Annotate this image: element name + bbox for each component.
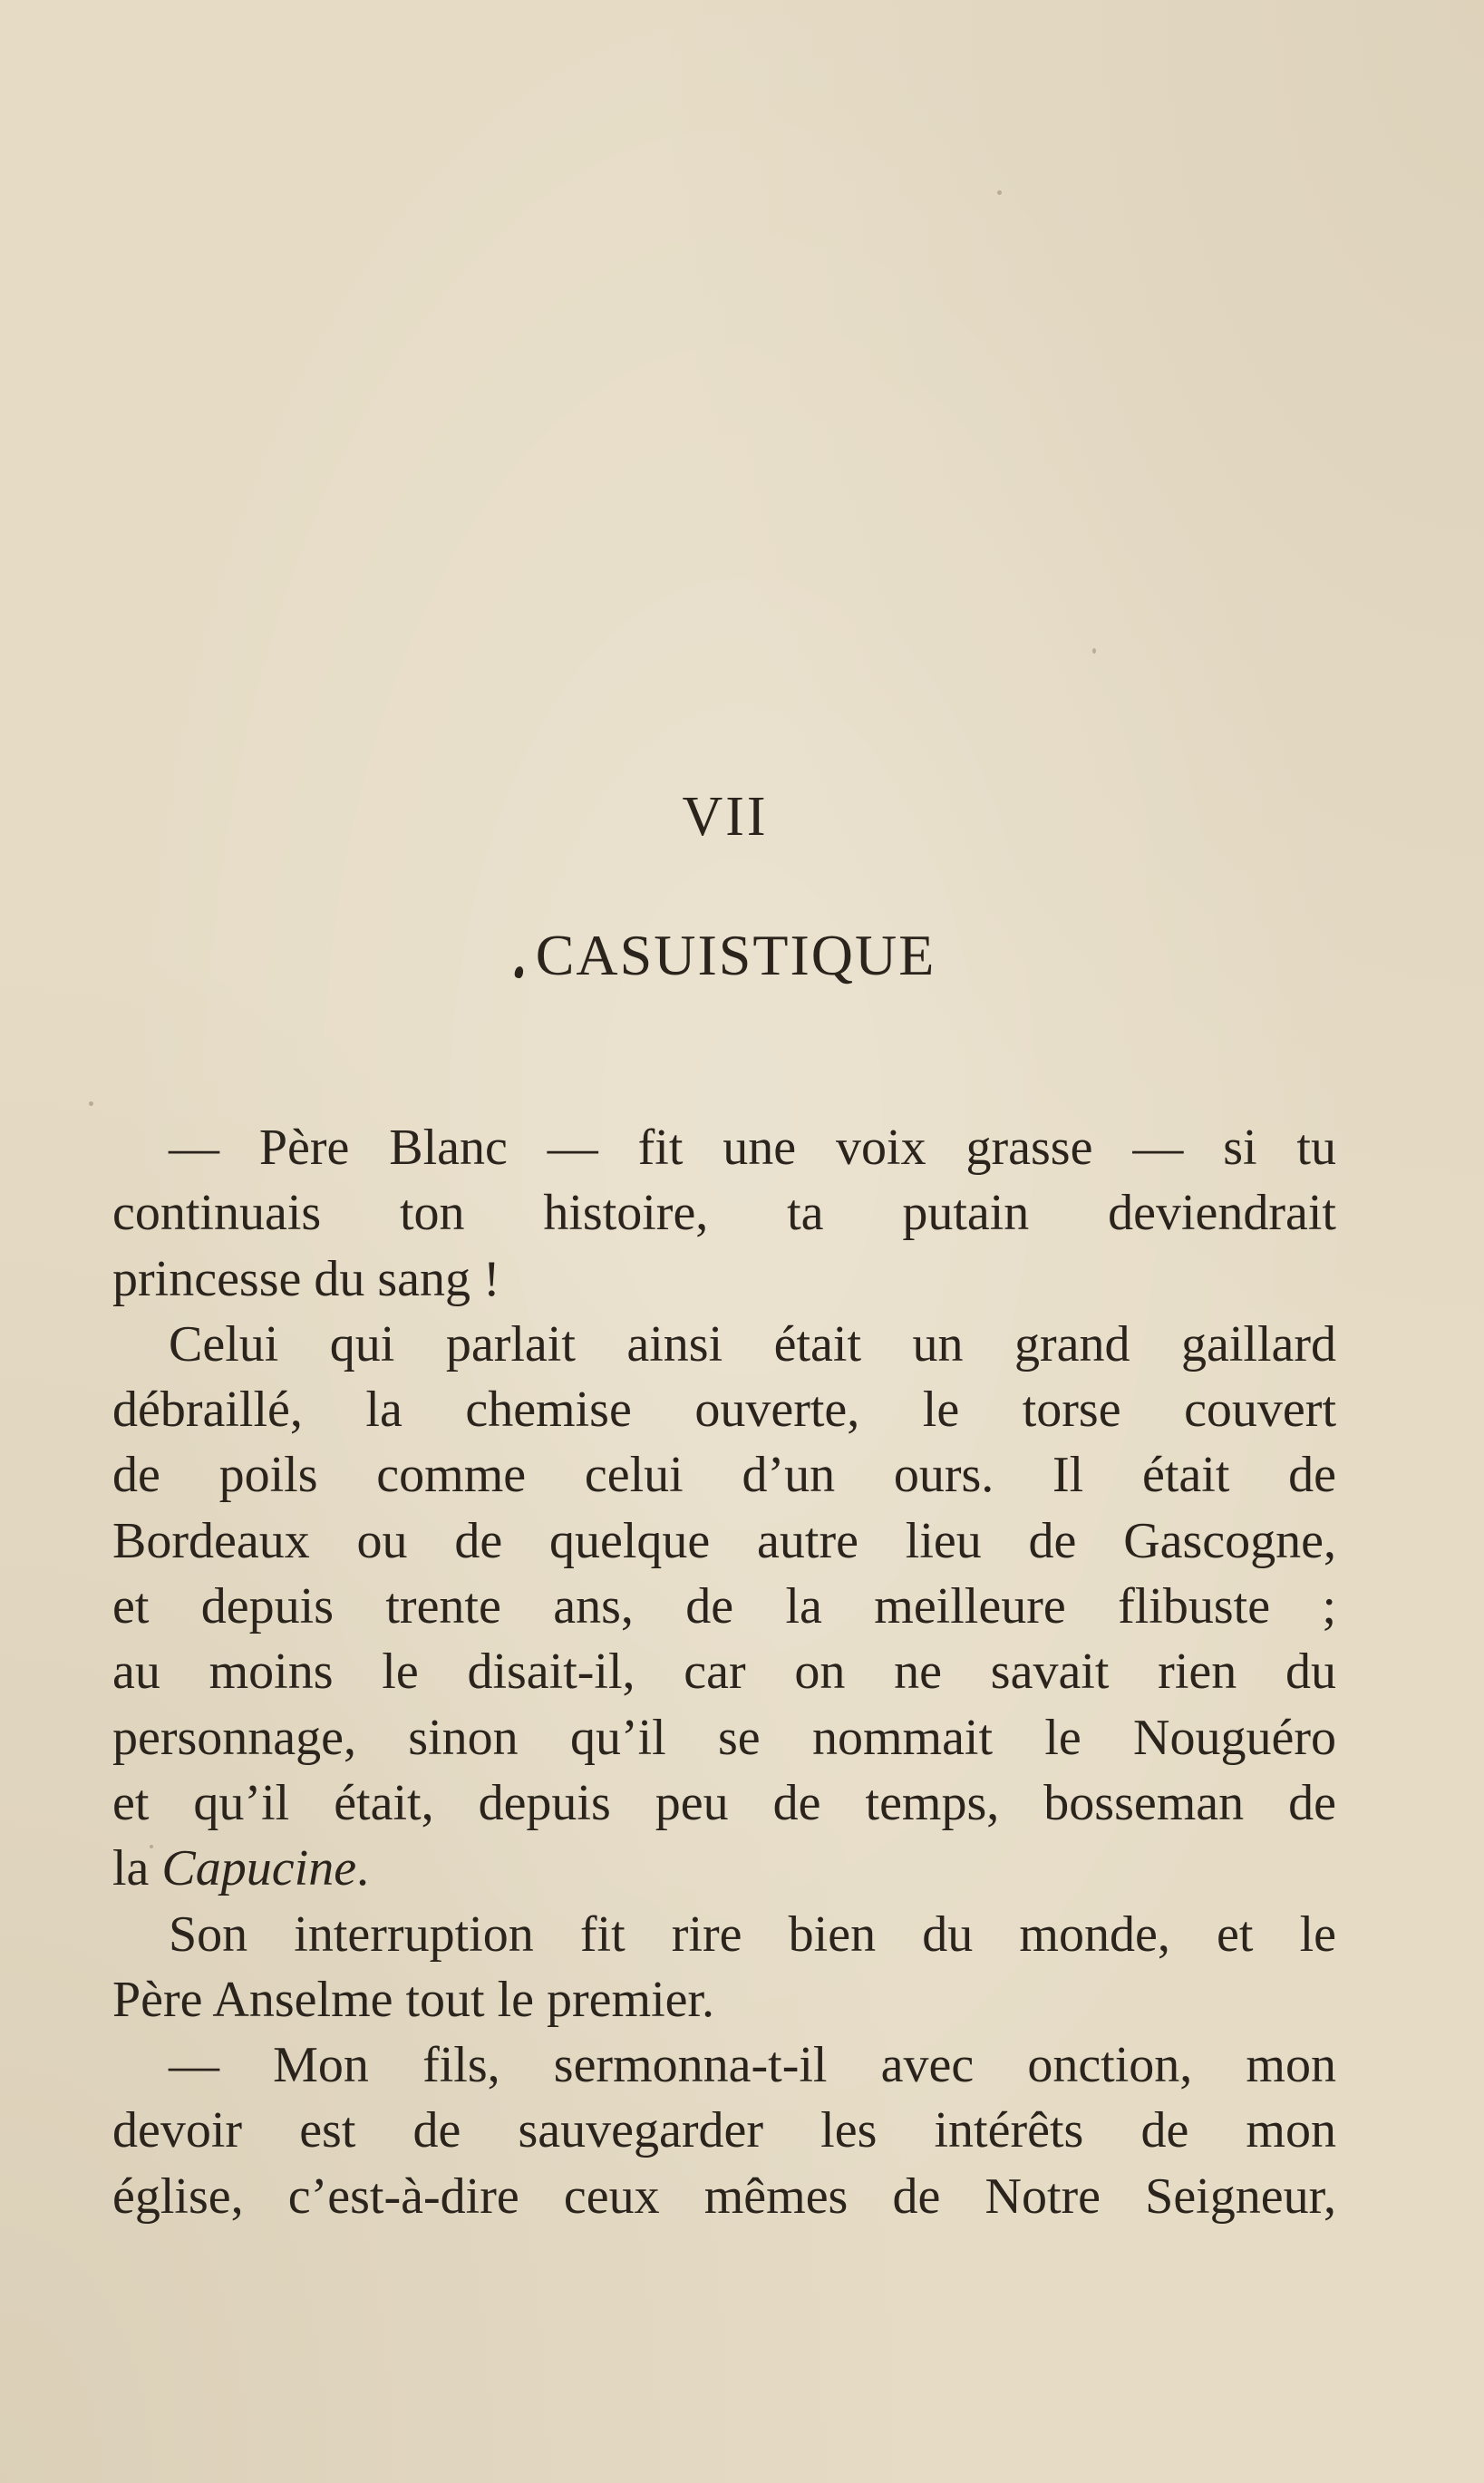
text-line: de poils comme celui d’un ours. Il était de xyxy=(112,1447,1336,1504)
paper-speck xyxy=(1092,648,1096,654)
text-line: personnage, sinon qu’il se nommait le Nouguéro xyxy=(112,1709,1336,1766)
paper-speck xyxy=(997,190,1002,195)
text-line: Père Anselme tout le premier. xyxy=(112,1971,715,2028)
ship-line-suffix: . xyxy=(356,1840,370,1897)
text-line: Celui qui parlait ainsi était un grand gaillard xyxy=(169,1315,1336,1372)
text-line: — Père Blanc — fit une voix grasse — si tu xyxy=(169,1120,1336,1176)
ink-blot-mark xyxy=(513,965,524,979)
text-line: continuais ton histoire, ta putain deviendrait xyxy=(112,1185,1336,1242)
text-line: et qu’il était, depuis peu de temps, bosseman de xyxy=(112,1774,1336,1831)
body-text xyxy=(112,1115,1336,2229)
text-line: au moins le disait-il, car on ne savait rien du xyxy=(112,1644,1336,1701)
ship-name-line xyxy=(112,1836,1336,1901)
text-line: — Mon fils, sermonna-t-il avec onction, mon xyxy=(169,2037,1336,2094)
text-line: princesse du sang ! xyxy=(112,1250,500,1307)
text-line: église, c’est-à-dire ceux mêmes de Notre Seigneur, xyxy=(112,2168,1336,2225)
chapter-title-text: CASUISTIQUE xyxy=(535,923,936,987)
text-line: Bordeaux ou de quelque autre lieu de Gascogne, xyxy=(112,1512,1336,1569)
text-line: Son interruption fit rire bien du monde, et le xyxy=(169,1906,1336,1963)
paper-speck xyxy=(89,1101,93,1106)
text-line: et depuis trente ans, de la meilleure flibuste ; xyxy=(112,1578,1336,1635)
ship-name: Capucine xyxy=(161,1840,357,1897)
text-line: devoir est de sauvegarder les intérêts de mon xyxy=(112,2102,1336,2159)
chapter-title xyxy=(0,923,1450,987)
text-line: débraillé, la chemise ouverte, le torse couvert xyxy=(112,1382,1336,1439)
chapter-number: VII xyxy=(682,786,769,848)
ship-line-prefix: la xyxy=(112,1840,162,1897)
